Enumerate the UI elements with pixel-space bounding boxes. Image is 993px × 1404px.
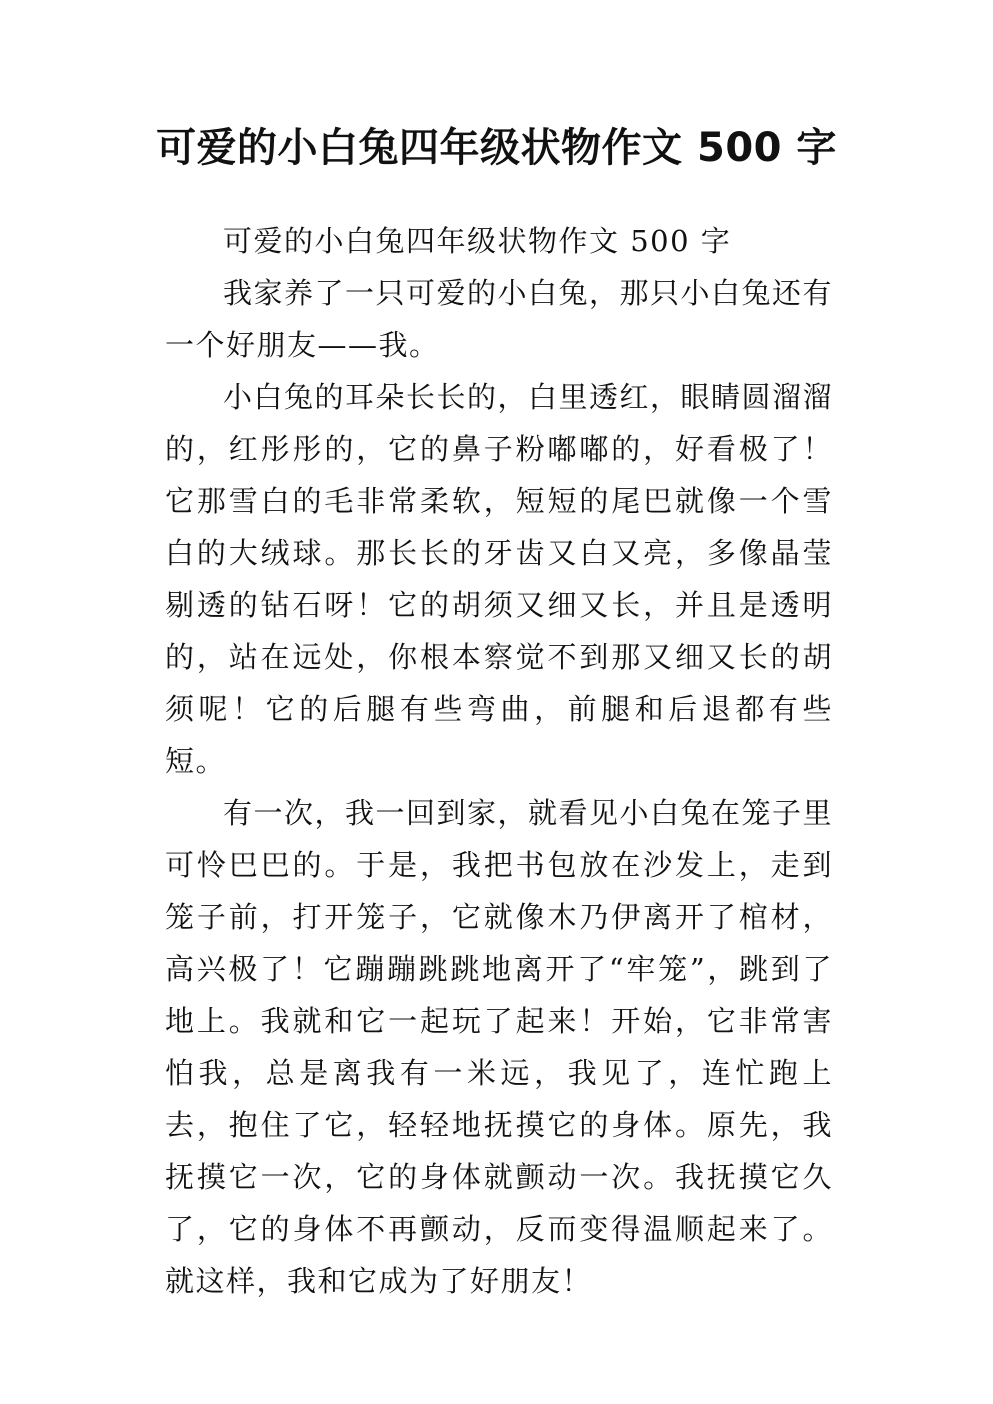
paragraph: 我家养了一只可爱的小白兔，那只小白兔还有一个好朋友——我。 xyxy=(165,276,834,362)
article-body xyxy=(165,215,833,1307)
paragraph: 有一次，我一回到家，就看见小白兔在笼子里可怜巴巴的。于是，我把书包放在沙发上，走到笼子前，打开笼子，它就像木乃伊离开了棺材，高兴极了！它蹦蹦跳跳地离开了“牢笼”，跳到了地上。我就和它一起玩了起来！开始，它非常害怕我，总是离我有一米远，我见了，连忙跑上去，抱住了它，轻轻地抚摸它的身体。原先，我抚摸它一次，它的身体就颤动一次。我抚摸它久了，它的身体不再颤动，反而变得温顺起来了。就这样，我和它成为了好朋友！ xyxy=(165,796,834,1298)
paragraph: 小白兔的耳朵长长的，白里透红，眼睛圆溜溜的，红彤彤的，它的鼻子粉嘟嘟的，好看极了！它那雪白的毛非常柔软，短短的尾巴就像一个雪白的大绒球。那长长的牙齿又白又亮，多像晶莹剔透的钻石呀！它的胡须又细又长，并且是透明的，站在远处，你根本察觉不到那又细又长的胡须呢！它的后腿有些弯曲，前腿和后退都有些短。 xyxy=(165,380,834,778)
document-title: 可爱的小白兔四年级状物作文 500 字 xyxy=(156,125,837,171)
paragraph-subtitle: 可爱的小白兔四年级状物作文 500 字 xyxy=(223,224,732,258)
